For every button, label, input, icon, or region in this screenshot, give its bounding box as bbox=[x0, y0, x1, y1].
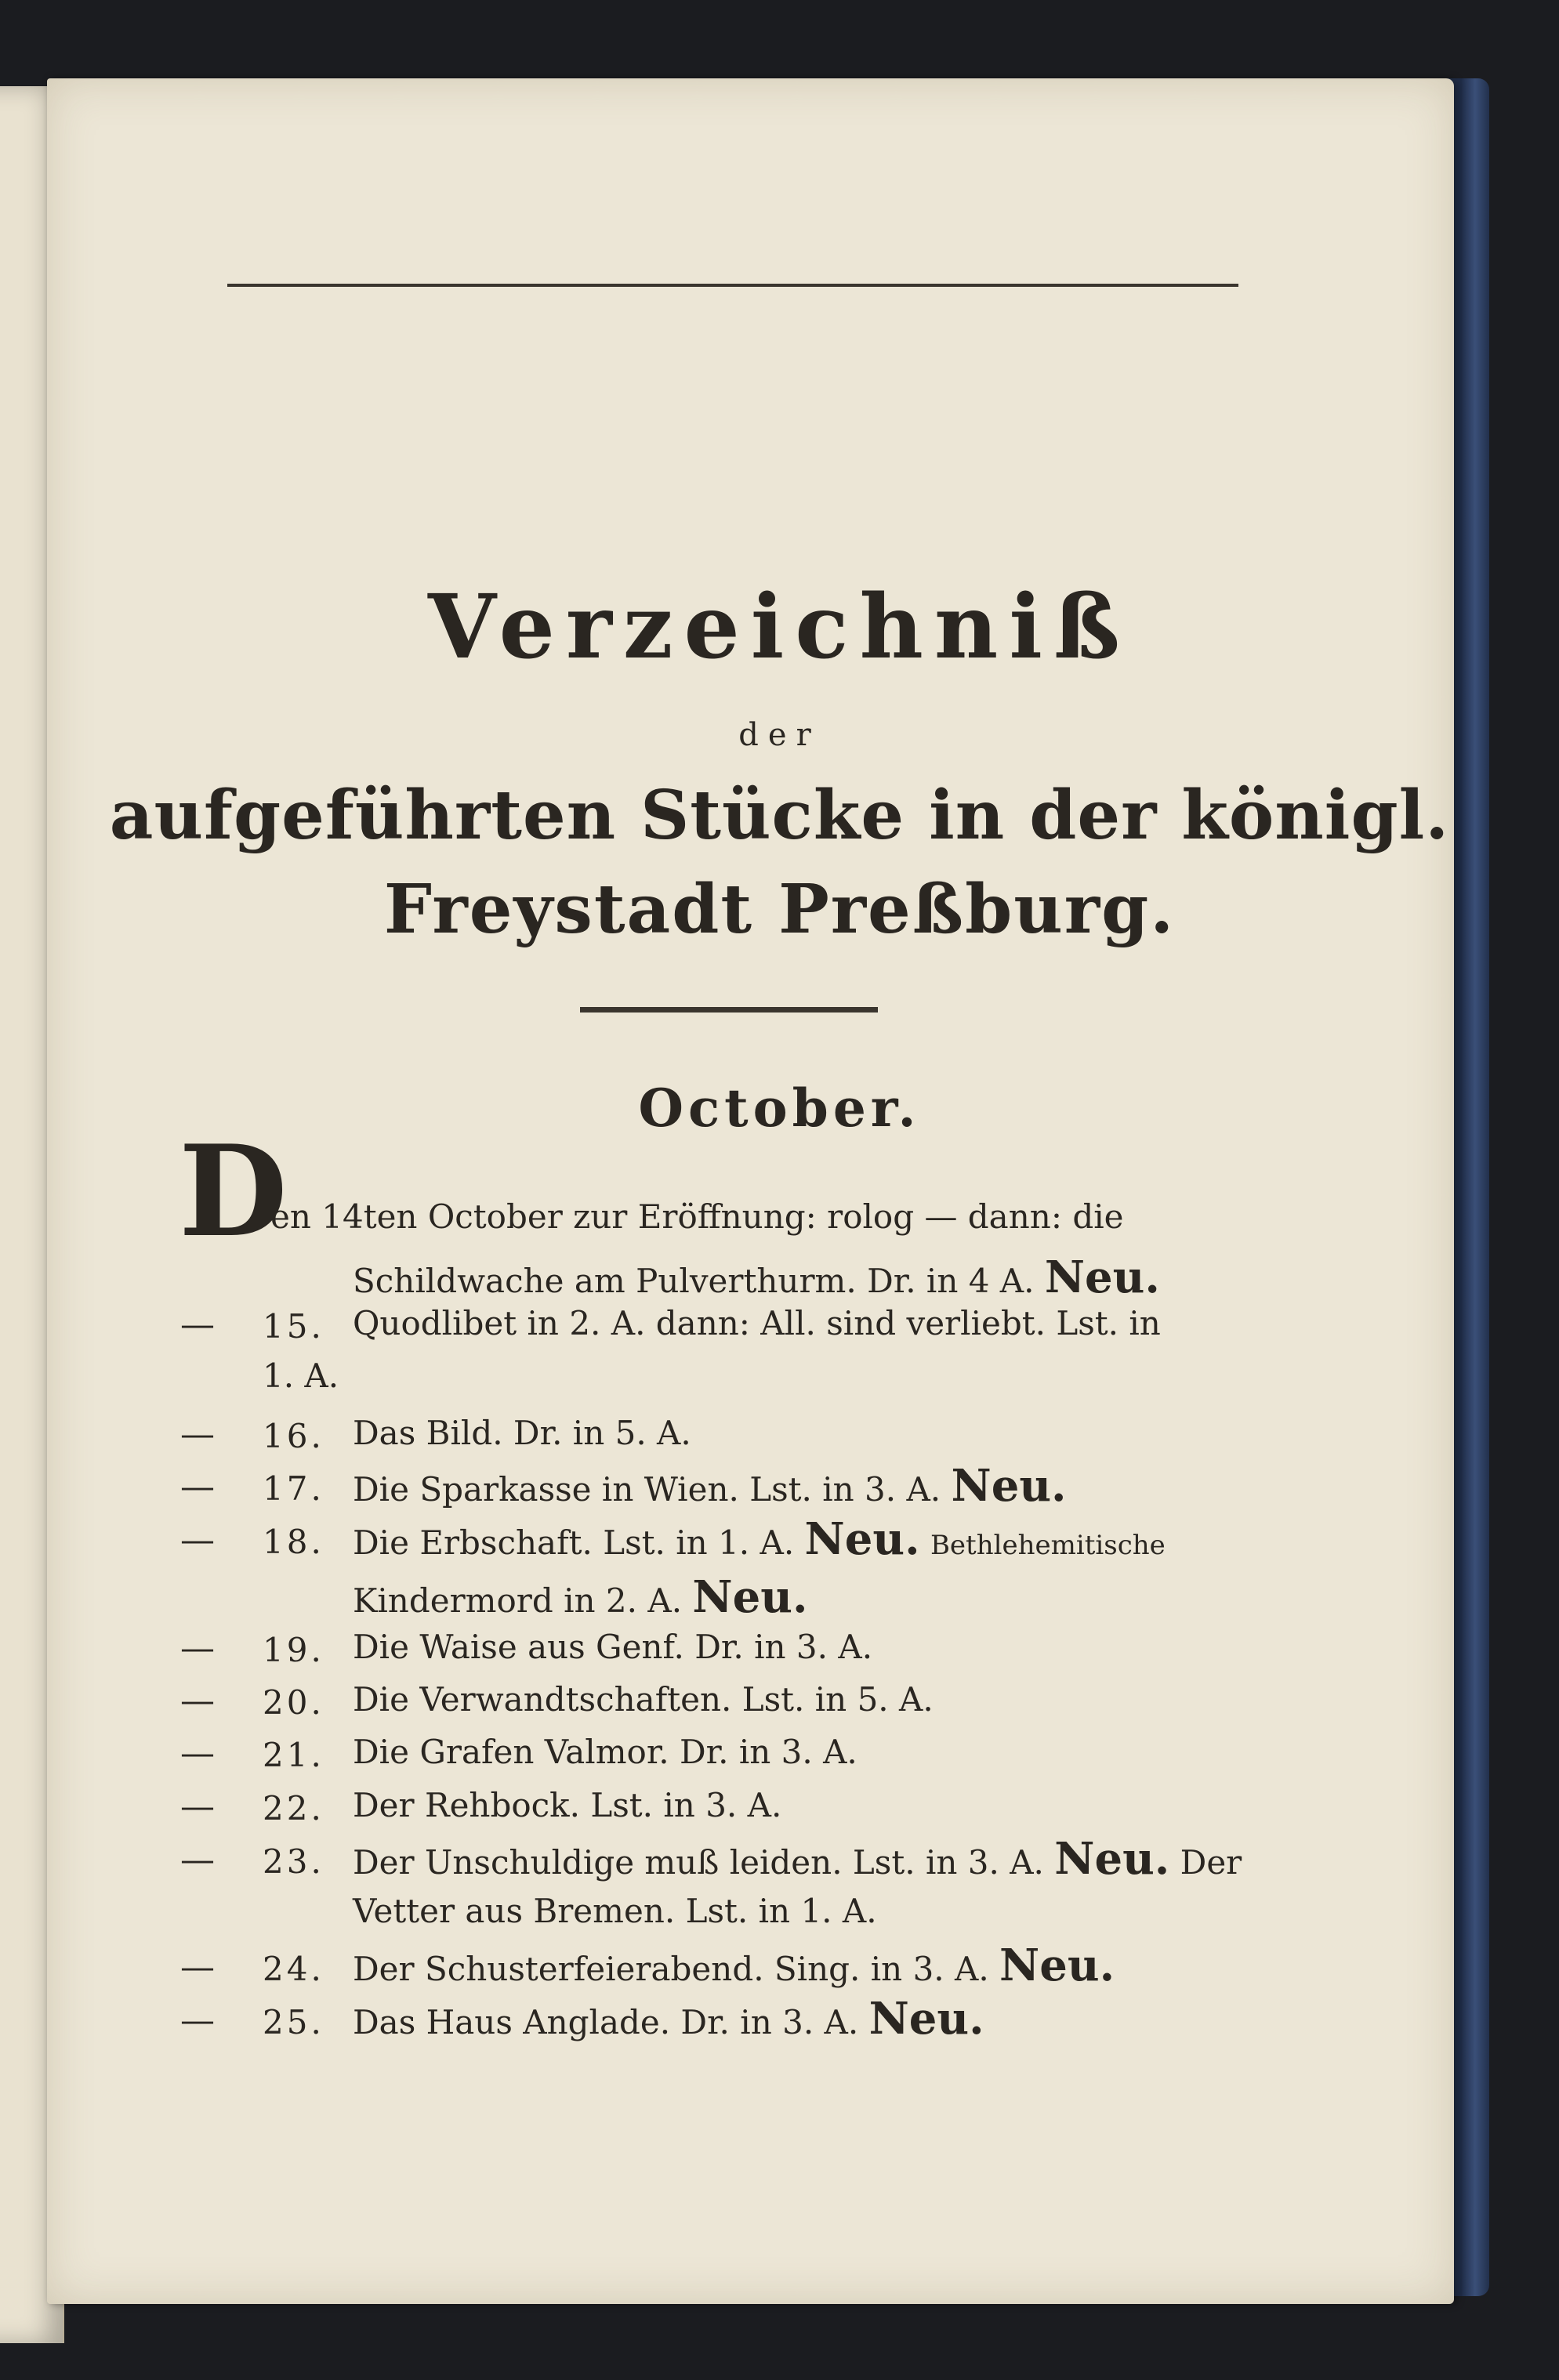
entry-20-day: 20. bbox=[263, 1683, 324, 1722]
entry-25-text: Das Haus Anglade. Dr. in 3. A. bbox=[353, 2003, 859, 2041]
entry-14-line-1: en 14ten October zur Eröffnung: rolog — dann: die bbox=[270, 1197, 1124, 1236]
entry-15-line-2: 1. A. bbox=[263, 1357, 339, 1395]
entry-18-neu: Neu. bbox=[804, 1513, 920, 1565]
entry-18-line-2 bbox=[353, 1571, 808, 1623]
entry-17-line bbox=[353, 1460, 1067, 1512]
entry-24-neu: Neu. bbox=[999, 1940, 1115, 1991]
entry-23-line-2: Vetter aus Bremen. Lst. in 1. A. bbox=[353, 1892, 877, 1930]
entry-24-line bbox=[353, 1940, 1115, 1991]
drop-cap: D bbox=[179, 1118, 288, 1265]
entry-22-day: 22. bbox=[263, 1789, 324, 1828]
entry-24-text: Der Schusterfeierabend. Sing. in 3. A. bbox=[353, 1950, 989, 1988]
entry-18-line-2-neu: Neu. bbox=[692, 1571, 808, 1623]
page-title: Verzeichniß bbox=[428, 576, 1131, 679]
entry-23-dash: — bbox=[180, 1840, 215, 1880]
entry-14-neu: Neu. bbox=[1044, 1252, 1160, 1303]
entry-17-day: 17. bbox=[263, 1469, 324, 1508]
entry-24-dash: — bbox=[180, 1947, 215, 1987]
entry-16-text: Das Bild. Dr. in 5. A. bbox=[353, 1414, 691, 1452]
entry-25-neu: Neu. bbox=[868, 1993, 984, 2045]
subtitle-line-2: Freystadt Preßburg. bbox=[383, 870, 1176, 949]
entry-25-day: 25. bbox=[263, 2003, 324, 2041]
subtitle-der: der bbox=[738, 717, 821, 753]
entry-17-neu: Neu. bbox=[951, 1460, 1067, 1512]
entry-16-dash: — bbox=[180, 1415, 215, 1454]
entry-17-text: Die Sparkasse in Wien. Lst. in 3. A. bbox=[353, 1470, 941, 1509]
entry-18-day: 18. bbox=[263, 1523, 324, 1561]
entry-23-neu: Neu. bbox=[1054, 1833, 1170, 1885]
entry-22-text: Der Rehbock. Lst. in 3. A. bbox=[353, 1786, 782, 1824]
entry-18-tail: Bethlehemitische bbox=[930, 1530, 1166, 1561]
entry-18-line-2-text: Kindermord in 2. A. bbox=[353, 1581, 683, 1620]
entry-17-dash: — bbox=[180, 1467, 215, 1507]
entry-23-day: 23. bbox=[263, 1842, 324, 1881]
entry-21-text: Die Grafen Valmor. Dr. in 3. A. bbox=[353, 1733, 857, 1771]
subtitle-line-1: aufgeführten Stücke in der königl. bbox=[109, 776, 1450, 855]
entry-21-dash: — bbox=[180, 1733, 215, 1773]
entry-20-dash: — bbox=[180, 1681, 215, 1721]
entry-25-dash: — bbox=[180, 2001, 215, 2041]
entry-18-dash: — bbox=[180, 1520, 215, 1560]
entry-18-line-1 bbox=[353, 1513, 1166, 1565]
entry-23-text: Der Unschuldige muß leiden. Lst. in 3. A. bbox=[353, 1843, 1044, 1882]
entry-14-line-2 bbox=[353, 1252, 1160, 1303]
entry-19-dash: — bbox=[180, 1628, 215, 1668]
entry-23-tail: Der bbox=[1180, 1843, 1242, 1882]
entry-18-text: Die Erbschaft. Lst. in 1. A. bbox=[353, 1523, 795, 1562]
entry-14-text: Schildwache am Pulverthurm. Dr. in 4 A. bbox=[353, 1262, 1035, 1300]
entry-19-day: 19. bbox=[263, 1631, 324, 1669]
entry-22-dash: — bbox=[180, 1787, 215, 1827]
entry-15-day: 15. bbox=[263, 1307, 324, 1346]
entry-21-day: 21. bbox=[263, 1736, 324, 1774]
entry-25-line bbox=[353, 1993, 984, 2045]
entry-24-day: 24. bbox=[263, 1950, 324, 1988]
entry-20-text: Die Verwandtschaften. Lst. in 5. A. bbox=[353, 1680, 934, 1719]
entry-23-line-1 bbox=[353, 1833, 1242, 1885]
entry-16-day: 16. bbox=[263, 1417, 324, 1455]
entry-15-line-1: Quodlibet in 2. A. dann: All. sind verliebt. Lst. in bbox=[353, 1304, 1161, 1342]
entry-19-text: Die Waise aus Genf. Dr. in 3. A. bbox=[353, 1628, 873, 1666]
entry-15-dash: — bbox=[180, 1305, 215, 1345]
month-heading: October. bbox=[638, 1078, 921, 1139]
